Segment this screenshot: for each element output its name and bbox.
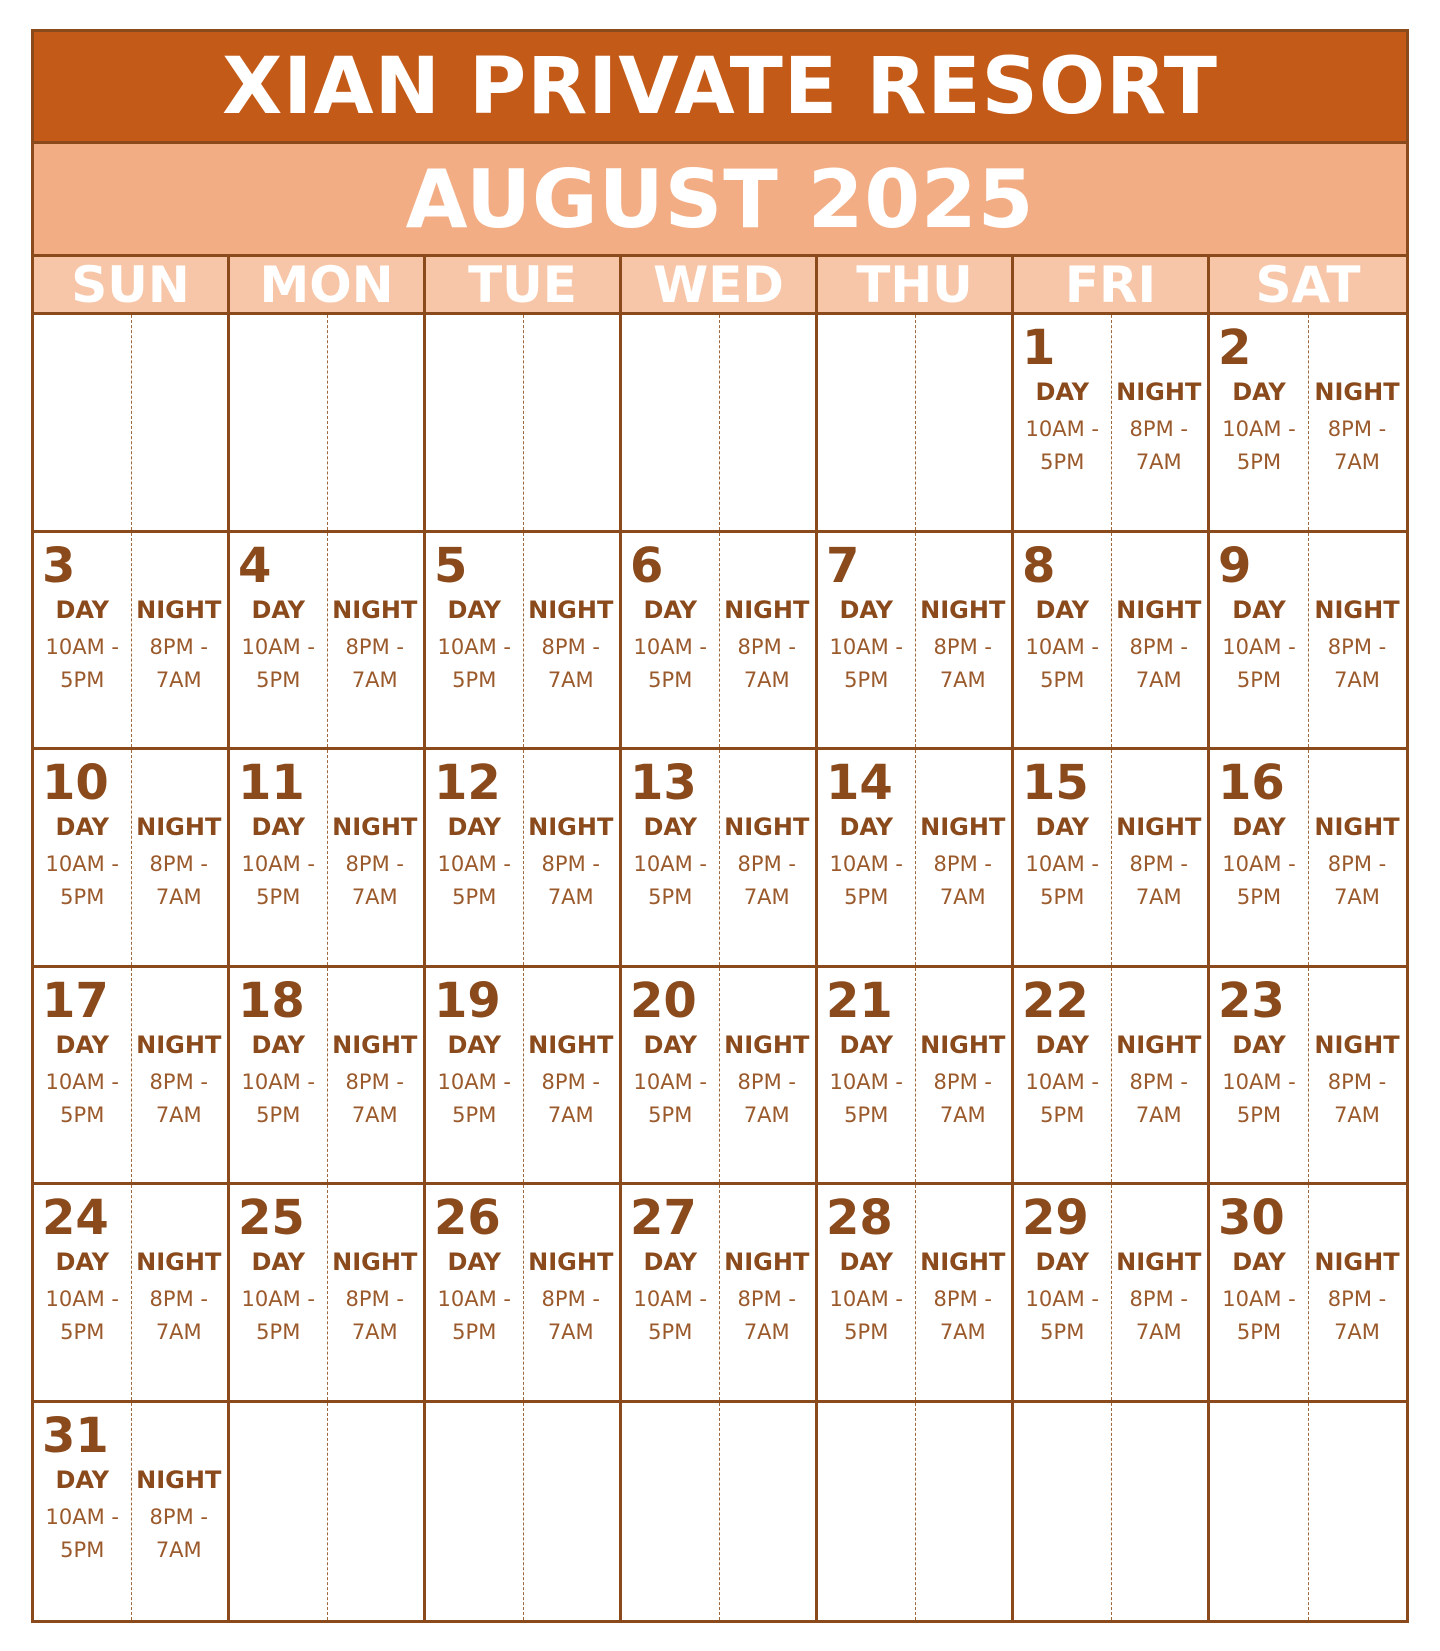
day-cell-5 xyxy=(426,533,622,751)
night-slot-time: 8PM - 7AM xyxy=(933,852,992,909)
day-cell-20 xyxy=(622,968,818,1186)
day-cell-1 xyxy=(1014,315,1210,533)
day-slot xyxy=(426,1030,523,1132)
day-cell-25 xyxy=(230,1185,426,1403)
night-slot xyxy=(131,1465,228,1567)
day-number: 4 xyxy=(238,537,272,594)
day-number: 10 xyxy=(42,755,109,811)
day-slot-time: 10AM - 5PM xyxy=(829,634,903,692)
day-slot-label: DAY xyxy=(1232,1248,1286,1276)
day-number: 5 xyxy=(434,537,468,594)
night-slot xyxy=(1308,377,1406,479)
night-slot-label: NIGHT xyxy=(1314,378,1400,406)
night-slot xyxy=(131,1247,228,1349)
day-slot-label: DAY xyxy=(839,1030,894,1059)
day-slot xyxy=(818,1030,915,1132)
day-cell-8 xyxy=(1014,533,1210,751)
empty-cell xyxy=(426,315,622,533)
day-slot-time: 10AM - 5PM xyxy=(829,1287,903,1344)
calendar-title: XIAN PRIVATE RESORT xyxy=(34,32,1406,144)
empty-cell xyxy=(230,315,426,533)
day-number: 30 xyxy=(1218,1190,1285,1246)
day-slot xyxy=(622,595,719,697)
night-slot-label: NIGHT xyxy=(920,813,1006,841)
night-slot-time: 8PM - 7AM xyxy=(1129,634,1188,692)
day-slot-label: DAY xyxy=(55,1030,110,1059)
night-slot-label: NIGHT xyxy=(1116,378,1202,406)
day-slot-time: 10AM - 5PM xyxy=(829,852,903,909)
day-slot-time: 10AM - 5PM xyxy=(45,634,119,692)
night-slot xyxy=(1308,1030,1406,1132)
night-slot xyxy=(327,595,424,697)
day-slot-time: 10AM - 5PM xyxy=(1222,1287,1296,1344)
day-number: 1 xyxy=(1022,320,1056,376)
day-slot-label: DAY xyxy=(55,595,110,624)
night-slot xyxy=(915,1247,1012,1349)
night-slot-label: NIGHT xyxy=(920,1248,1006,1276)
day-slot-time: 10AM - 5PM xyxy=(437,634,511,692)
day-cell-2 xyxy=(1210,315,1406,533)
day-cell-18 xyxy=(230,968,426,1186)
day-number: 14 xyxy=(826,755,893,811)
day-slot xyxy=(426,812,523,914)
day-slot-time: 10AM - 5PM xyxy=(1222,634,1296,692)
night-slot xyxy=(327,1247,424,1349)
day-number: 15 xyxy=(1022,755,1089,811)
night-slot-label: NIGHT xyxy=(920,1030,1006,1059)
night-slot-label: NIGHT xyxy=(1116,1248,1202,1276)
night-slot xyxy=(131,595,228,697)
day-cell-11 xyxy=(230,750,426,968)
day-slot xyxy=(426,1247,523,1349)
day-number: 25 xyxy=(238,1190,305,1246)
day-slot xyxy=(1210,595,1308,697)
night-slot xyxy=(719,812,816,914)
day-slot-time: 10AM - 5PM xyxy=(45,1069,119,1127)
day-cell-13 xyxy=(622,750,818,968)
empty-cell xyxy=(818,315,1014,533)
day-slot xyxy=(1210,377,1308,479)
day-slot-time: 10AM - 5PM xyxy=(1025,1069,1099,1127)
day-slot-label: DAY xyxy=(1035,378,1090,406)
day-slot xyxy=(622,1030,719,1132)
night-slot-label: NIGHT xyxy=(528,813,614,841)
night-slot-time: 8PM - 7AM xyxy=(149,1069,208,1127)
night-slot-time: 8PM - 7AM xyxy=(345,634,404,692)
day-slot-label: DAY xyxy=(447,1030,502,1059)
day-slot-time: 10AM - 5PM xyxy=(1222,417,1296,474)
day-slot xyxy=(230,812,327,914)
night-slot-label: NIGHT xyxy=(1116,813,1202,841)
day-slot-time: 10AM - 5PM xyxy=(1025,852,1099,909)
night-slot xyxy=(1111,812,1208,914)
day-slot xyxy=(1210,1030,1308,1132)
day-slot-time: 10AM - 5PM xyxy=(437,1069,511,1127)
night-slot-time: 8PM - 7AM xyxy=(345,1287,404,1344)
day-number: 2 xyxy=(1218,320,1252,376)
day-number: 21 xyxy=(826,972,893,1029)
night-slot-label: NIGHT xyxy=(332,1030,418,1059)
day-slot-time: 10AM - 5PM xyxy=(829,1069,903,1127)
night-slot xyxy=(915,595,1012,697)
night-slot xyxy=(1111,1247,1208,1349)
day-slot-time: 10AM - 5PM xyxy=(437,852,511,909)
day-cell-24 xyxy=(34,1185,230,1403)
night-slot-time: 8PM - 7AM xyxy=(1327,852,1387,909)
day-slot-label: DAY xyxy=(55,813,110,841)
night-slot-time: 8PM - 7AM xyxy=(737,1287,796,1344)
night-slot xyxy=(523,812,620,914)
night-slot xyxy=(915,812,1012,914)
night-slot-label: NIGHT xyxy=(332,813,418,841)
day-slot xyxy=(1014,595,1111,697)
night-slot-label: NIGHT xyxy=(1314,813,1400,841)
day-slot-label: DAY xyxy=(447,813,502,841)
night-slot-label: NIGHT xyxy=(528,1030,614,1059)
night-slot xyxy=(1308,595,1406,697)
day-cell-27 xyxy=(622,1185,818,1403)
day-number: 28 xyxy=(826,1190,893,1246)
day-slot xyxy=(818,1247,915,1349)
day-number: 16 xyxy=(1218,755,1285,811)
day-slot-time: 10AM - 5PM xyxy=(241,1287,315,1344)
day-slot-time: 10AM - 5PM xyxy=(1025,417,1099,474)
day-slot xyxy=(426,595,523,697)
night-slot-label: NIGHT xyxy=(1116,595,1202,624)
day-slot-label: DAY xyxy=(1035,1030,1090,1059)
night-slot-time: 8PM - 7AM xyxy=(541,1287,600,1344)
day-cell-14 xyxy=(818,750,1014,968)
night-slot-label: NIGHT xyxy=(528,1248,614,1276)
day-number: 13 xyxy=(630,755,697,811)
day-slot xyxy=(34,1465,131,1567)
empty-cell xyxy=(230,1403,426,1621)
night-slot-time: 8PM - 7AM xyxy=(1129,1287,1188,1344)
weekday-mon: MON xyxy=(230,257,426,312)
day-cell-21 xyxy=(818,968,1014,1186)
night-slot-time: 8PM - 7AM xyxy=(737,634,796,692)
empty-cell xyxy=(426,1403,622,1621)
day-slot xyxy=(1210,812,1308,914)
night-slot-label: NIGHT xyxy=(920,595,1006,624)
night-slot-time: 8PM - 7AM xyxy=(345,1069,404,1127)
night-slot-label: NIGHT xyxy=(724,1248,810,1276)
day-cell-9 xyxy=(1210,533,1406,751)
day-slot xyxy=(622,1247,719,1349)
day-number: 23 xyxy=(1218,972,1285,1029)
day-slot-label: DAY xyxy=(1232,595,1286,624)
day-number: 22 xyxy=(1022,972,1089,1029)
day-number: 11 xyxy=(238,755,305,811)
night-slot-time: 8PM - 7AM xyxy=(1327,634,1387,692)
day-slot-label: DAY xyxy=(839,1248,894,1276)
day-number: 29 xyxy=(1022,1190,1089,1246)
day-slot xyxy=(1014,377,1111,479)
night-slot-label: NIGHT xyxy=(1314,1030,1400,1059)
day-slot xyxy=(34,812,131,914)
day-slot-label: DAY xyxy=(839,595,894,624)
day-slot-time: 10AM - 5PM xyxy=(1222,852,1296,909)
day-slot-label: DAY xyxy=(251,1030,306,1059)
day-number: 24 xyxy=(42,1190,109,1246)
night-slot-time: 8PM - 7AM xyxy=(541,634,600,692)
night-slot xyxy=(915,1030,1012,1132)
day-number: 6 xyxy=(630,537,664,594)
day-number: 19 xyxy=(434,972,501,1029)
day-slot-label: DAY xyxy=(251,595,306,624)
night-slot xyxy=(1111,1030,1208,1132)
month-title: AUGUST 2025 xyxy=(34,144,1406,257)
night-slot-time: 8PM - 7AM xyxy=(541,1069,600,1127)
day-number: 9 xyxy=(1218,537,1252,594)
day-slot xyxy=(818,595,915,697)
weekday-sat: SAT xyxy=(1210,257,1406,312)
night-slot xyxy=(327,1030,424,1132)
day-slot-label: DAY xyxy=(1232,813,1286,841)
calendar xyxy=(31,29,1409,1623)
day-cell-22 xyxy=(1014,968,1210,1186)
day-slot xyxy=(230,595,327,697)
day-cell-16 xyxy=(1210,750,1406,968)
day-number: 26 xyxy=(434,1190,501,1246)
day-number: 18 xyxy=(238,972,305,1029)
night-slot-time: 8PM - 7AM xyxy=(933,1287,992,1344)
night-slot-label: NIGHT xyxy=(136,595,222,624)
weekday-fri: FRI xyxy=(1014,257,1210,312)
day-slot-time: 10AM - 5PM xyxy=(241,634,315,692)
weekday-header-row xyxy=(34,257,1406,315)
day-number: 27 xyxy=(630,1190,697,1246)
day-cell-29 xyxy=(1014,1185,1210,1403)
day-slot-time: 10AM - 5PM xyxy=(241,852,315,909)
day-slot-label: DAY xyxy=(643,595,698,624)
weekday-thu: THU xyxy=(818,257,1014,312)
day-slot xyxy=(622,812,719,914)
night-slot-label: NIGHT xyxy=(1314,595,1400,624)
day-number: 20 xyxy=(630,972,697,1029)
night-slot-label: NIGHT xyxy=(724,595,810,624)
night-slot-label: NIGHT xyxy=(136,1030,222,1059)
calendar-grid xyxy=(34,315,1406,1620)
night-slot xyxy=(327,812,424,914)
day-cell-12 xyxy=(426,750,622,968)
day-slot-time: 10AM - 5PM xyxy=(241,1069,315,1127)
night-slot-time: 8PM - 7AM xyxy=(1129,417,1188,474)
night-slot-time: 8PM - 7AM xyxy=(1327,1069,1387,1127)
night-slot xyxy=(719,595,816,697)
day-slot xyxy=(1014,1247,1111,1349)
day-cell-3 xyxy=(34,533,230,751)
day-number: 17 xyxy=(42,972,109,1029)
day-slot-time: 10AM - 5PM xyxy=(633,852,707,909)
night-slot-time: 8PM - 7AM xyxy=(737,852,796,909)
day-slot-label: DAY xyxy=(1035,1248,1090,1276)
day-slot-label: DAY xyxy=(55,1465,110,1494)
day-slot-time: 10AM - 5PM xyxy=(45,852,119,909)
day-slot-label: DAY xyxy=(1232,378,1286,406)
night-slot-label: NIGHT xyxy=(332,595,418,624)
day-cell-17 xyxy=(34,968,230,1186)
night-slot-label: NIGHT xyxy=(1314,1248,1400,1276)
empty-cell xyxy=(622,315,818,533)
day-cell-23 xyxy=(1210,968,1406,1186)
day-cell-31 xyxy=(34,1403,230,1621)
day-slot-label: DAY xyxy=(447,595,502,624)
empty-cell xyxy=(1014,1403,1210,1621)
day-slot-label: DAY xyxy=(839,813,894,841)
night-slot-label: NIGHT xyxy=(724,1030,810,1059)
night-slot xyxy=(719,1247,816,1349)
night-slot xyxy=(1308,812,1406,914)
empty-cell xyxy=(34,315,230,533)
day-number: 3 xyxy=(42,537,76,594)
day-cell-30 xyxy=(1210,1185,1406,1403)
night-slot-label: NIGHT xyxy=(724,813,810,841)
day-slot-label: DAY xyxy=(447,1248,502,1276)
night-slot xyxy=(719,1030,816,1132)
day-slot-label: DAY xyxy=(1035,595,1090,624)
night-slot-time: 8PM - 7AM xyxy=(933,634,992,692)
night-slot xyxy=(131,812,228,914)
day-slot xyxy=(1014,1030,1111,1132)
night-slot-time: 8PM - 7AM xyxy=(149,1504,208,1562)
day-cell-28 xyxy=(818,1185,1014,1403)
day-slot xyxy=(34,1247,131,1349)
night-slot-time: 8PM - 7AM xyxy=(149,634,208,692)
night-slot-label: NIGHT xyxy=(332,1248,418,1276)
day-number: 7 xyxy=(826,537,860,594)
day-slot xyxy=(34,595,131,697)
night-slot-label: NIGHT xyxy=(136,1465,222,1494)
day-slot xyxy=(230,1247,327,1349)
night-slot-label: NIGHT xyxy=(528,595,614,624)
day-slot xyxy=(230,1030,327,1132)
night-slot-label: NIGHT xyxy=(136,813,222,841)
day-cell-26 xyxy=(426,1185,622,1403)
night-slot xyxy=(1308,1247,1406,1349)
day-slot-time: 10AM - 5PM xyxy=(45,1504,119,1562)
night-slot-time: 8PM - 7AM xyxy=(541,852,600,909)
day-slot-label: DAY xyxy=(643,1030,698,1059)
day-slot-time: 10AM - 5PM xyxy=(633,634,707,692)
day-slot-time: 10AM - 5PM xyxy=(437,1287,511,1344)
empty-cell xyxy=(818,1403,1014,1621)
day-cell-15 xyxy=(1014,750,1210,968)
day-slot-label: DAY xyxy=(1035,813,1090,841)
night-slot-time: 8PM - 7AM xyxy=(149,1287,208,1344)
day-cell-19 xyxy=(426,968,622,1186)
night-slot-label: NIGHT xyxy=(136,1248,222,1276)
night-slot-label: NIGHT xyxy=(1116,1030,1202,1059)
night-slot-time: 8PM - 7AM xyxy=(345,852,404,909)
weekday-wed: WED xyxy=(622,257,818,312)
weekday-sun: SUN xyxy=(34,257,230,312)
day-slot-time: 10AM - 5PM xyxy=(45,1287,119,1344)
day-slot-time: 10AM - 5PM xyxy=(1025,1287,1099,1344)
day-slot-label: DAY xyxy=(643,813,698,841)
empty-cell xyxy=(1210,1403,1406,1621)
night-slot-time: 8PM - 7AM xyxy=(1327,1287,1387,1344)
day-slot-label: DAY xyxy=(1232,1030,1286,1059)
day-slot xyxy=(818,812,915,914)
day-slot-label: DAY xyxy=(643,1248,698,1276)
day-cell-4 xyxy=(230,533,426,751)
day-slot-label: DAY xyxy=(251,1248,306,1276)
night-slot-time: 8PM - 7AM xyxy=(1129,1069,1188,1127)
day-slot xyxy=(34,1030,131,1132)
day-slot-label: DAY xyxy=(251,813,306,841)
day-number: 8 xyxy=(1022,537,1056,594)
day-slot xyxy=(1210,1247,1308,1349)
night-slot xyxy=(523,1247,620,1349)
night-slot xyxy=(523,1030,620,1132)
night-slot xyxy=(1111,377,1208,479)
night-slot-time: 8PM - 7AM xyxy=(1129,852,1188,909)
day-cell-7 xyxy=(818,533,1014,751)
day-cell-6 xyxy=(622,533,818,751)
night-slot xyxy=(523,595,620,697)
day-slot-label: DAY xyxy=(55,1248,110,1276)
day-slot-time: 10AM - 5PM xyxy=(1025,634,1099,692)
night-slot-time: 8PM - 7AM xyxy=(149,852,208,909)
day-number: 12 xyxy=(434,755,501,811)
night-slot xyxy=(1111,595,1208,697)
weekday-tue: TUE xyxy=(426,257,622,312)
empty-cell xyxy=(622,1403,818,1621)
day-number: 31 xyxy=(42,1407,109,1464)
day-slot-time: 10AM - 5PM xyxy=(633,1287,707,1344)
day-slot-time: 10AM - 5PM xyxy=(1222,1069,1296,1127)
day-slot xyxy=(1014,812,1111,914)
night-slot-time: 8PM - 7AM xyxy=(1327,417,1387,474)
day-slot-time: 10AM - 5PM xyxy=(633,1069,707,1127)
day-cell-10 xyxy=(34,750,230,968)
night-slot xyxy=(131,1030,228,1132)
night-slot-time: 8PM - 7AM xyxy=(933,1069,992,1127)
night-slot-time: 8PM - 7AM xyxy=(737,1069,796,1127)
